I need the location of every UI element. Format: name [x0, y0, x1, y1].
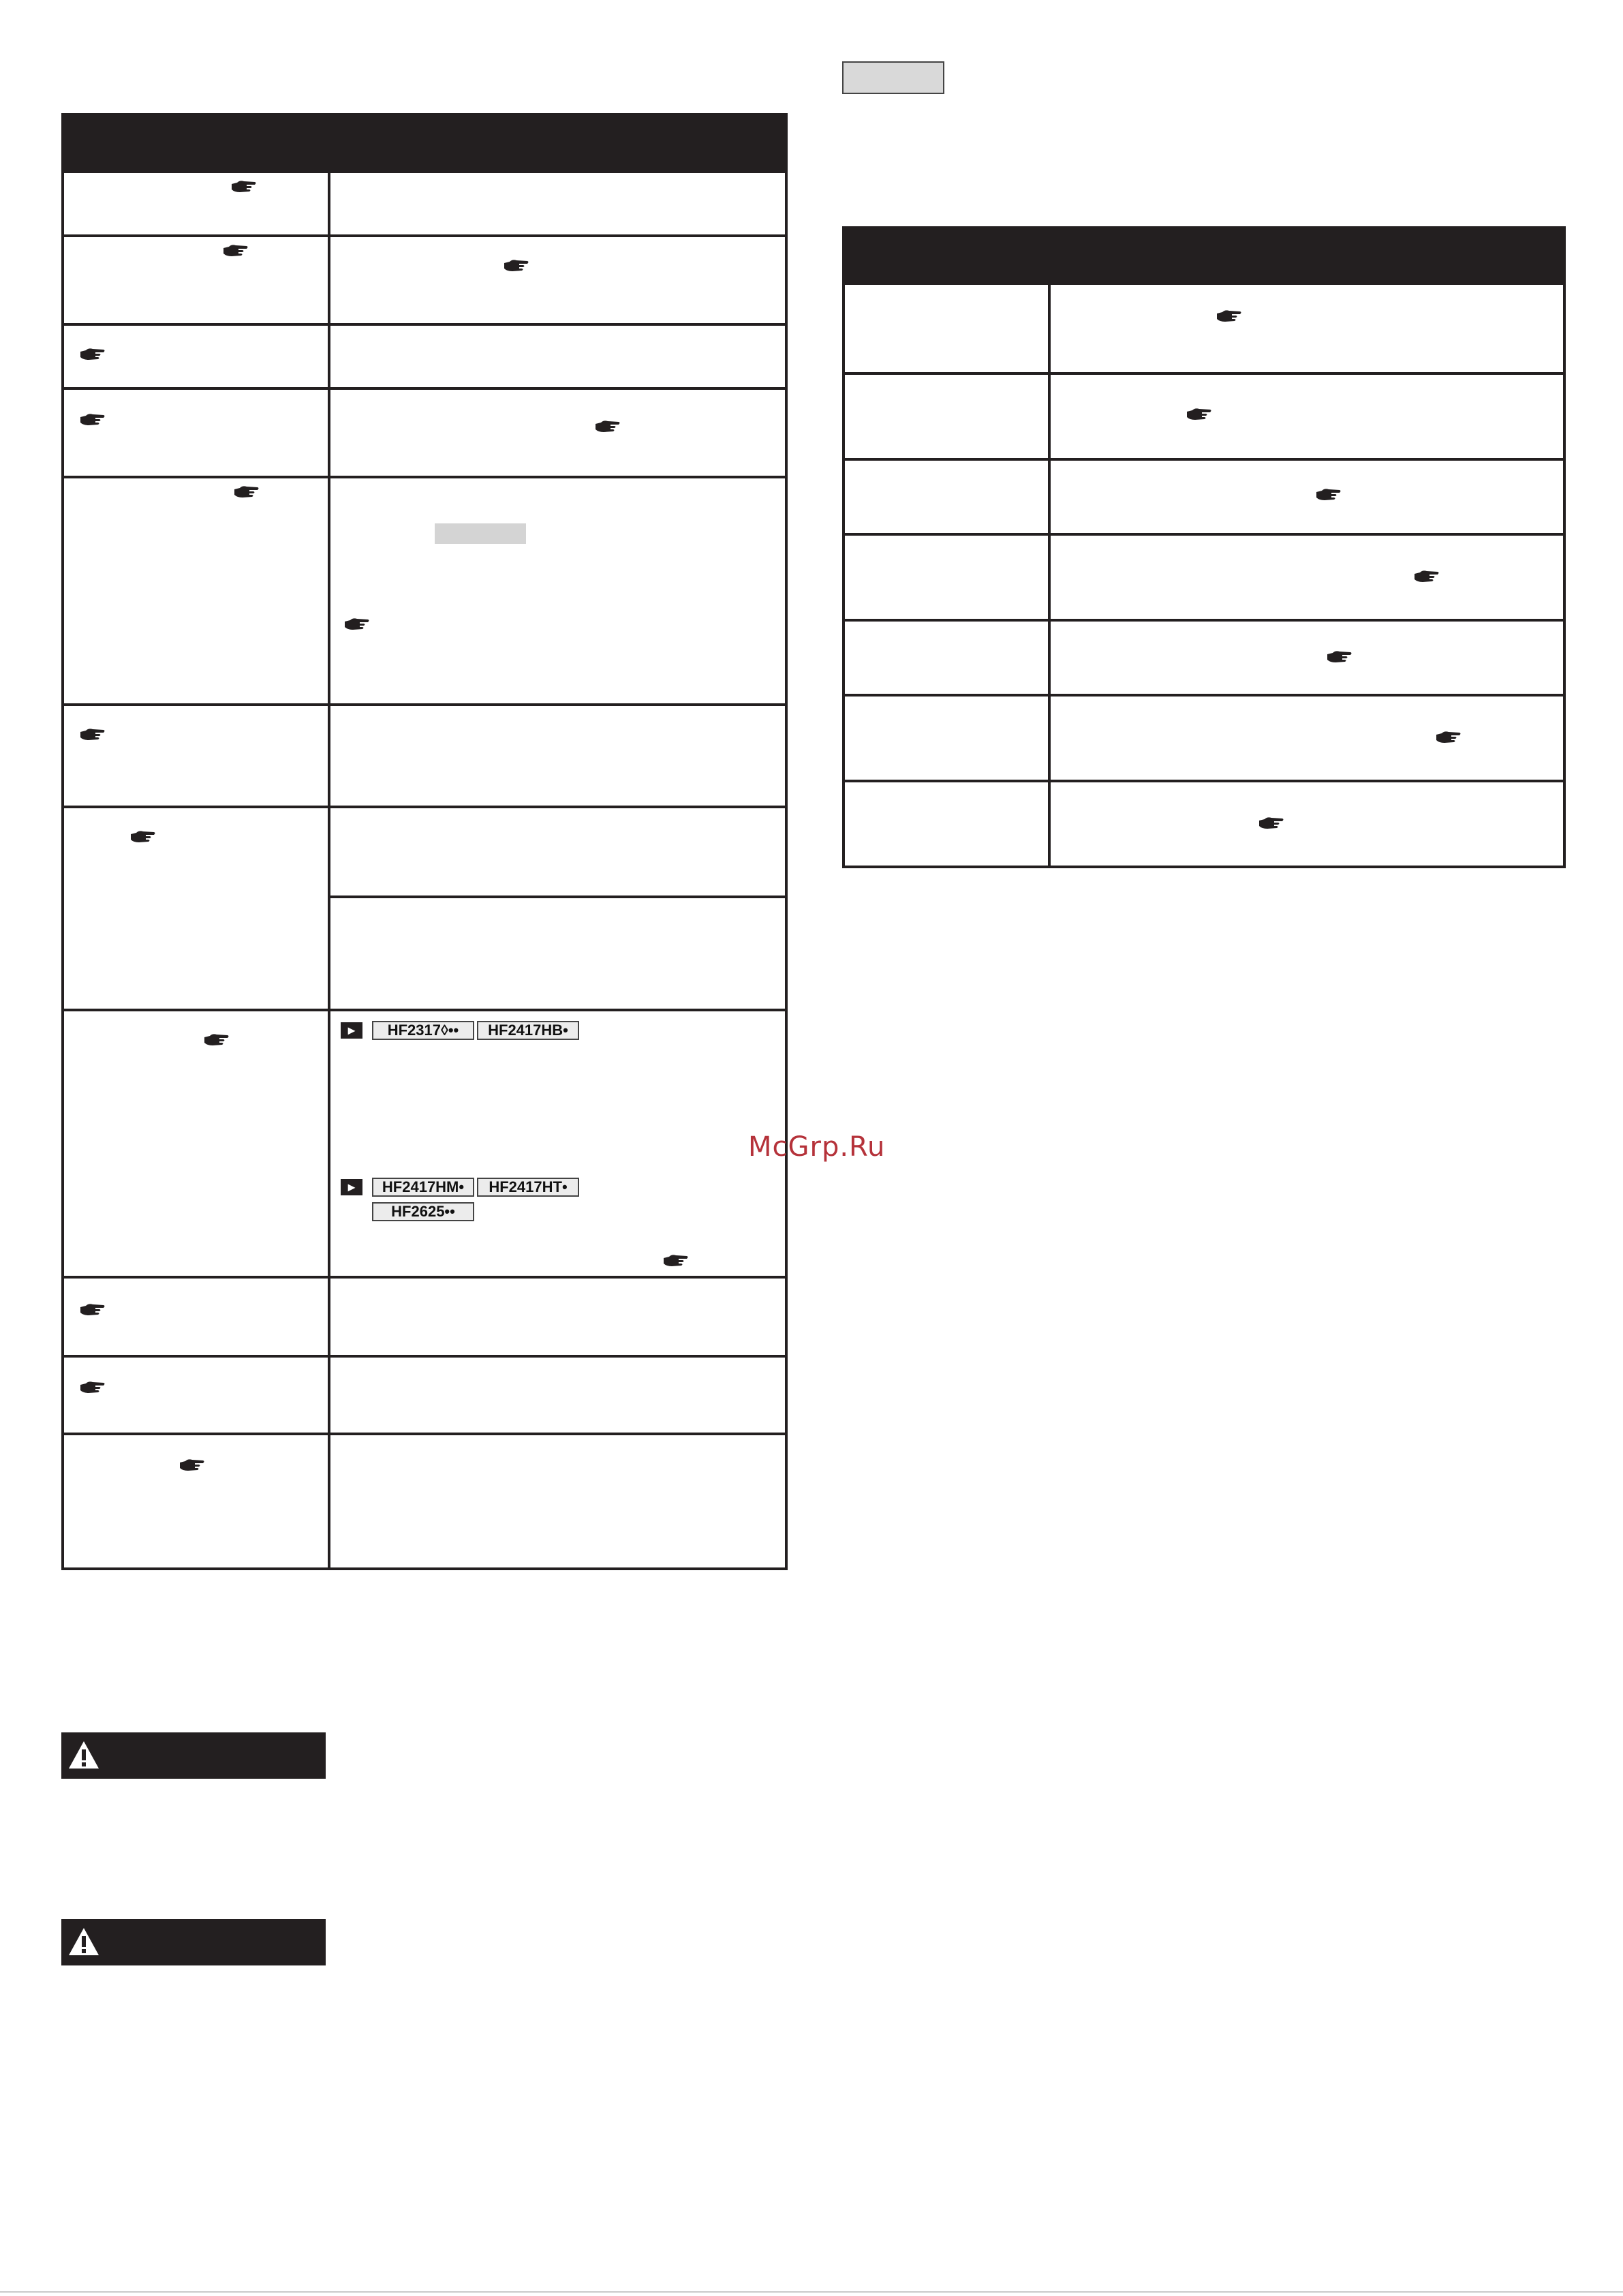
pointing-hand-icon: [79, 346, 106, 363]
gray-highlight-tag: [435, 523, 526, 544]
right-row-divider: [842, 533, 1566, 536]
pointing-hand-icon: [662, 1253, 690, 1269]
model-tab: HF2417HB•: [477, 1021, 579, 1040]
left-row-divider: [61, 476, 788, 478]
arrow-right-icon: ►: [341, 1022, 362, 1039]
arrow-right-icon: ►: [341, 1179, 362, 1195]
left-row-divider: [61, 806, 788, 808]
pointing-hand-icon: [343, 616, 371, 632]
watermark-text: McGrp.Ru: [748, 1131, 886, 1163]
right-gray-label: [842, 61, 944, 94]
pointing-hand-icon: [1258, 815, 1285, 831]
pointing-hand-icon: [79, 1302, 106, 1318]
left-table-column-divider: [328, 173, 330, 1570]
left-row-divider: [61, 1009, 788, 1011]
warning-banner: [61, 1732, 326, 1779]
pointing-hand-icon: [222, 243, 249, 259]
footer-rule: [0, 2291, 1623, 2293]
pointing-hand-icon: [594, 418, 621, 435]
pointing-hand-icon: [179, 1457, 206, 1473]
model-tab: HF2317◊••: [372, 1021, 474, 1040]
pointing-hand-icon: [1413, 568, 1440, 585]
model-tab: HF2417HM•: [372, 1178, 474, 1197]
pointing-hand-icon: [129, 829, 157, 845]
model-tab: HF2417HT•: [477, 1178, 579, 1197]
right-table: [842, 226, 1566, 868]
left-row-subdivider: [328, 896, 788, 898]
pointing-hand-icon: [79, 412, 106, 428]
pointing-hand-icon: [79, 726, 106, 743]
right-row-divider: [842, 619, 1566, 622]
left-row-divider: [61, 1355, 788, 1358]
model-tab: HF2625••: [372, 1202, 474, 1221]
left-row-divider: [61, 234, 788, 237]
right-row-divider: [842, 458, 1566, 461]
left-row-divider: [61, 387, 788, 390]
left-table: [61, 113, 788, 1570]
left-row-divider: [61, 1433, 788, 1435]
pointing-hand-icon: [203, 1032, 230, 1048]
pointing-hand-icon: [1435, 729, 1462, 746]
pointing-hand-icon: [1315, 487, 1342, 503]
pointing-hand-icon: [1216, 308, 1243, 324]
left-row-divider: [61, 323, 788, 326]
warning-triangle-icon: [67, 1926, 101, 1957]
left-table-header: [61, 113, 788, 173]
warning-triangle-icon: [67, 1739, 101, 1771]
warning-banner: [61, 1919, 326, 1965]
pointing-hand-icon: [1186, 406, 1213, 423]
right-table-header: [842, 226, 1566, 285]
pointing-hand-icon: [79, 1379, 106, 1396]
left-row-divider: [61, 703, 788, 706]
right-row-divider: [842, 372, 1566, 375]
pointing-hand-icon: [230, 179, 258, 195]
pointing-hand-icon: [1326, 649, 1353, 665]
right-row-divider: [842, 780, 1566, 782]
pointing-hand-icon: [233, 484, 260, 500]
pointing-hand-icon: [503, 258, 530, 274]
right-row-divider: [842, 694, 1566, 697]
left-row-divider: [61, 1276, 788, 1279]
